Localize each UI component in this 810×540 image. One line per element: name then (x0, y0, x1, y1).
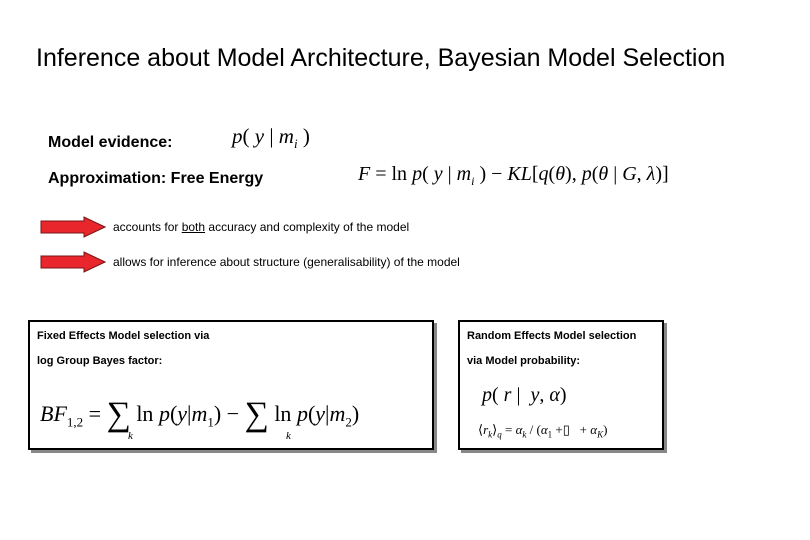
random-effects-line1: Random Effects Model selection (467, 330, 637, 342)
arrow-right-icon (40, 216, 106, 238)
fixed-effects-box (28, 320, 434, 450)
model-evidence-label: Model evidence: (48, 134, 173, 151)
sum-index-k: k (128, 430, 133, 442)
free-energy-formula: F = ln p( y | $m_i$ ) − KL[q(θ), p(θ | G, λ)] (358, 163, 669, 188)
bullet-text-underlined: both (181, 220, 206, 234)
random-effects-line2: via Model probability: (467, 355, 581, 367)
bullet-text-post: accuracy and complexity of the model (205, 220, 410, 234)
model-evidence-formula: p( y | $m_i$ ) (232, 124, 310, 152)
random-effects-box (458, 320, 664, 450)
expected-r-formula: $⟨r_k⟩_q = \alpha_k / (\alpha_1$ +▯ + $\alpha_K$) (478, 422, 608, 440)
bullet-accuracy-complexity (113, 220, 409, 234)
bullet-text-pre: accounts for (113, 220, 182, 234)
arrow-right-icon (40, 251, 106, 273)
sum-index-k: k (286, 430, 291, 442)
model-probability-formula: p( r | y, α) (482, 384, 567, 406)
bullet-generalisability: allows for inference about structure (generalisability) of the model (113, 255, 460, 269)
group-bayes-factor-formula: $BF_{1,2}$ = ∑ $\ln p(y|m_1)$ − ∑ $\ln p(y|m_2)$ (40, 396, 360, 433)
fixed-effects-line1: Fixed Effects Model selection via (37, 330, 210, 342)
approximation-label: Approximation: Free Energy (48, 170, 264, 187)
fixed-effects-line2: log Group Bayes factor: (37, 355, 163, 367)
slide-title: Inference about Model Architecture, Bayesian Model Selection (36, 44, 726, 72)
